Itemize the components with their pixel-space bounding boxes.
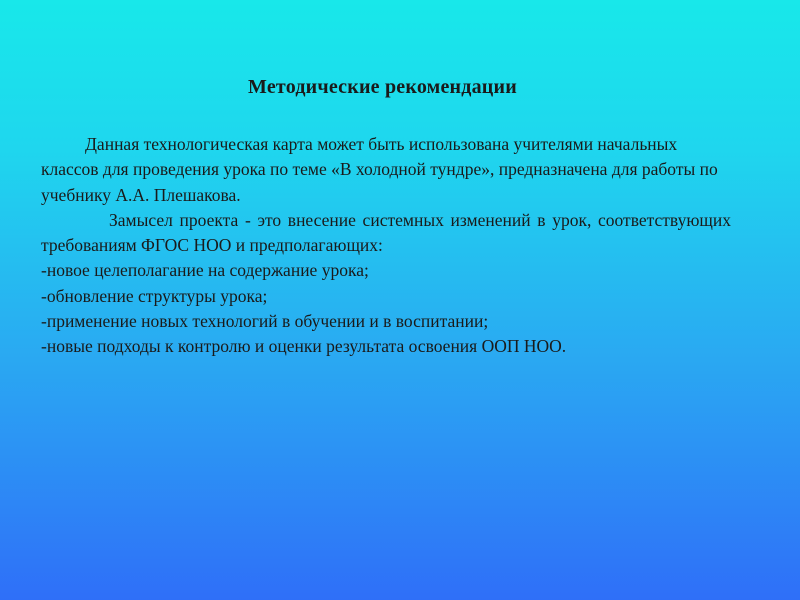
list-item-goal-setting: -новое целеполагание на содержание урока;: [41, 260, 369, 281]
list-item-new-technologies: -применение новых технологий в обучении и в воспитании;: [41, 311, 489, 332]
list-item-assessment: -новые подходы к контролю и оценки результата освоения ООП НОО.: [41, 336, 567, 357]
slide-body: [41, 132, 731, 360]
slide-title: Методические рекомендации: [248, 76, 517, 98]
list-item-structure-update: -обновление структуры урока;: [41, 285, 268, 306]
paragraph-intro: Данная технологическая карта может быть использована учителями начальных классов для проведения урока по теме «В холодной тундре», предназначена для работы по учебнику А.А. Плешакова.: [41, 134, 718, 205]
paragraph-concept: Замысел проекта - это внесение системных изменений в урок, соответствующих требованиям ФГОС НОО и предполагающих:: [41, 209, 731, 256]
